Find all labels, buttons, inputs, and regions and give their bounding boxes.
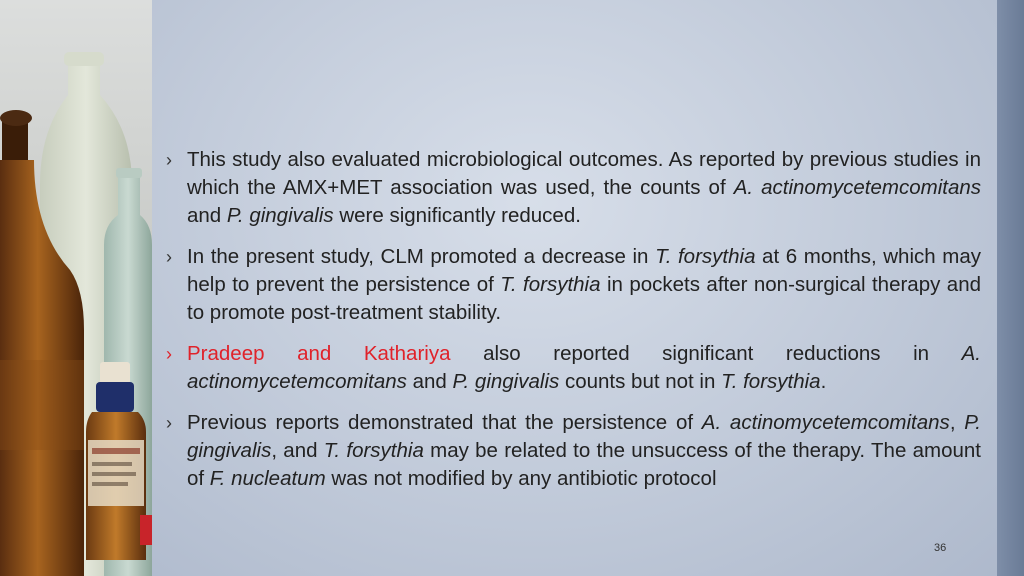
- bullet-text: In the present study, CLM promoted a decrease in: [187, 245, 656, 268]
- species-name: T. forsythia: [323, 439, 424, 462]
- chevron-right-icon: ›: [166, 150, 172, 170]
- bullet-text: and: [187, 204, 227, 227]
- bullet-item-3: [166, 340, 981, 396]
- chevron-right-icon: ›: [166, 247, 172, 267]
- bullet-text: and: [406, 370, 453, 393]
- bullet-text: in pockets after non-surgical therapy and to promote post-treatment stability.: [187, 273, 981, 324]
- bullet-text: This study also evaluated microbiological outcomes. As reported by previous studies in which the AMX+MET association was used, the counts of: [187, 148, 981, 199]
- bullet-item-1: [166, 146, 981, 230]
- species-name: T. forsythia: [721, 370, 821, 393]
- bullet-text: ,: [949, 411, 965, 434]
- bullet-item-4: [166, 409, 981, 493]
- species-name: T. forsythia: [655, 245, 756, 268]
- bullet-list: [166, 146, 981, 506]
- bullet-item-2: [166, 243, 981, 327]
- bullet-text: were significantly reduced.: [333, 204, 581, 227]
- page-number: 36: [934, 542, 947, 554]
- bullet-text: .: [820, 370, 827, 393]
- species-name: A. actinomycetemcomitans: [701, 411, 950, 434]
- right-edge-strip: [997, 0, 1024, 576]
- author-reference: Pradeep and Kathariya: [187, 342, 451, 365]
- species-name: P. gingivalis: [187, 411, 981, 462]
- bullet-text: may be related to the unsuccess of the therapy. The amount of: [187, 439, 981, 490]
- species-name: A. actinomycetemcomitans: [733, 176, 981, 199]
- species-name: P. gingivalis: [452, 370, 560, 393]
- bullet-text: , and: [271, 439, 324, 462]
- species-name: P. gingivalis: [226, 204, 334, 227]
- chevron-right-icon: ›: [166, 344, 172, 364]
- chevron-right-icon: ›: [166, 413, 172, 433]
- bullet-text: counts but not in: [559, 370, 722, 393]
- bullet-text: at 6 months, which may help to prevent the persistence of: [187, 245, 981, 296]
- bullet-text: was not modified by any antibiotic protocol: [325, 467, 717, 490]
- bullet-text: also reported significant reductions in: [450, 342, 962, 365]
- species-name: F. nucleatum: [209, 467, 326, 490]
- species-name: A. actinomycetemcomitans: [187, 342, 981, 393]
- bullet-text: Previous reports demonstrated that the persistence of: [187, 411, 702, 434]
- species-name: T. forsythia: [500, 273, 601, 296]
- medicine-bottles-photo: [0, 0, 152, 576]
